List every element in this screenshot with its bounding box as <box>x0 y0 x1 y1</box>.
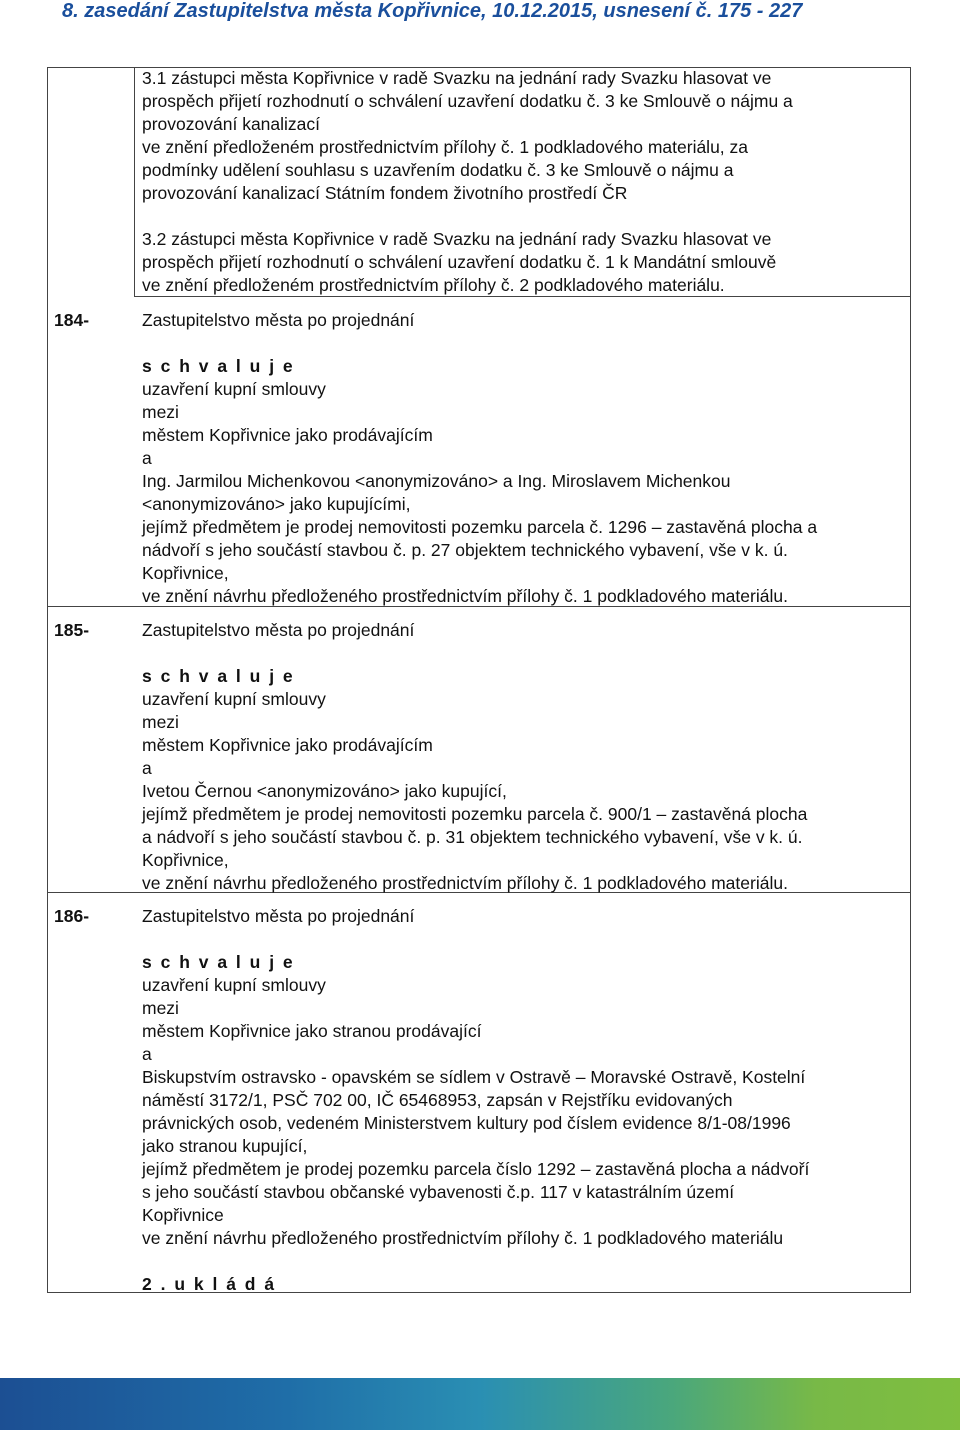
text-line: ve znění návrhu předloženého prostřednictvím přílohy č. 1 podkladového materiálu. <box>142 586 788 606</box>
text-line: provozování kanalizací Státním fondem životního prostředí ČR <box>142 183 628 203</box>
resolution-185 <box>142 619 906 895</box>
resolution-184 <box>142 309 906 608</box>
text-line: s jeho součástí stavbou občanské vybavenosti č.p. 117 v katastrálním území <box>142 1182 735 1202</box>
text-line: ve znění předloženém prostřednictvím přílohy č. 2 podkladového materiálu. <box>142 275 725 295</box>
text-line: nádvoří s jeho součástí stavbou č. p. 27 objektem technického vybavení, vše v k. ú. <box>142 540 788 560</box>
text-line: jejímž předmětem je prodej pozemku parcela číslo 1292 – zastavěná plocha a nádvoří <box>142 1159 810 1179</box>
text-line: uzavření kupní smlouvy <box>142 975 326 995</box>
text-line: a <box>142 758 152 778</box>
text-line: a <box>142 448 152 468</box>
text-line: ve znění předloženém prostřednictvím přílohy č. 1 podkladového materiálu, za <box>142 137 749 157</box>
resolution-verb: s c h v a l u j e <box>142 952 295 972</box>
text-line: náměstí 3172/1, PSČ 702 00, IČ 65468953, zapsán v Rejstříku evidovaných <box>142 1090 733 1110</box>
text-line: mezi <box>142 998 179 1018</box>
text-line: právnických osob, vedeném Ministerstvem kultury pod číslem evidence 8/1-08/1996 <box>142 1113 791 1133</box>
text-line: jejímž předmětem je prodej nemovitosti pozemku parcela č. 900/1 – zastavěná plocha <box>142 804 808 824</box>
text-line: ve znění návrhu předloženého prostřednictvím přílohy č. 1 podkladového materiálu <box>142 1228 784 1248</box>
text-line: prospěch přijetí rozhodnutí o schválení uzavření dodatku č. 3 ke Smlouvě o nájmu a <box>142 91 793 111</box>
resolution-number: 186- <box>54 906 90 926</box>
resolution-verb: s c h v a l u j e <box>142 666 295 686</box>
table-column-divider <box>134 67 135 297</box>
text-line: prospěch přijetí rozhodnutí o schválení uzavření dodatku č. 1 k Mandátní smlouvě <box>142 252 777 272</box>
text-line: městem Kopřivnice jako prodávajícím <box>142 425 433 445</box>
text-line: ve znění návrhu předloženého prostřednictvím přílohy č. 1 podkladového materiálu. <box>142 873 788 893</box>
text-line: 3.2 zástupci města Kopřivnice v radě Svazku na jednání rady Svazku hlasovat ve <box>142 229 772 249</box>
text-line: uzavření kupní smlouvy <box>142 379 326 399</box>
text-line: Biskupstvím ostravsko - opavském se sídlem v Ostravě – Moravské Ostravě, Kostelní <box>142 1067 806 1087</box>
footer-gradient-bar <box>0 1378 960 1430</box>
text-line: městem Kopřivnice jako stranou prodávající <box>142 1021 482 1041</box>
resolution-number: 184- <box>54 310 90 330</box>
resolution-lead: Zastupitelstvo města po projednání <box>142 620 415 640</box>
resolution-lead: Zastupitelstvo města po projednání <box>142 310 415 330</box>
text-line: mezi <box>142 712 179 732</box>
page-title: 8. zasedání Zastupitelstva města Kopřivnice, 10.12.2015, usnesení č. 175 - 227 <box>62 0 803 22</box>
text-line: Ing. Jarmilou Michenkovou <anonymizováno> a Ing. Miroslavem Michenkou <box>142 471 731 491</box>
resolution-verb: s c h v a l u j e <box>142 356 295 376</box>
text-line: uzavření kupní smlouvy <box>142 689 326 709</box>
text-line: Kopřivnice, <box>142 563 229 583</box>
resolution-subpoint: 2 . u k l á d á <box>142 1274 277 1294</box>
resolution-number: 185- <box>54 620 90 640</box>
text-line: mezi <box>142 402 179 422</box>
text-line: jejímž předmětem je prodej nemovitosti pozemku parcela č. 1296 – zastavěná plocha a <box>142 517 818 537</box>
text-line: a nádvoří s jeho součástí stavbou č. p. 31 objektem technického vybavení, vše v k. ú. <box>142 827 803 847</box>
resolution-lead: Zastupitelstvo města po projednání <box>142 906 415 926</box>
text-line: provozování kanalizací <box>142 114 321 134</box>
text-line: jako stranou kupující, <box>142 1136 308 1156</box>
text-line: Kopřivnice <box>142 1205 224 1225</box>
text-line: Ivetou Černou <anonymizováno> jako kupující, <box>142 781 507 801</box>
resolution-186 <box>142 905 906 1296</box>
text-line: <anonymizováno> jako kupujícími, <box>142 494 411 514</box>
text-line: podmínky udělení souhlasu s uzavřením dodatku č. 3 ke Smlouvě o nájmu a <box>142 160 734 180</box>
text-line: Kopřivnice, <box>142 850 229 870</box>
text-line: městem Kopřivnice jako prodávajícím <box>142 735 433 755</box>
text-line: a <box>142 1044 152 1064</box>
text-line: 3.1 zástupci města Kopřivnice v radě Svazku na jednání rady Svazku hlasovat ve <box>142 68 772 88</box>
continued-resolution-text <box>142 67 906 297</box>
